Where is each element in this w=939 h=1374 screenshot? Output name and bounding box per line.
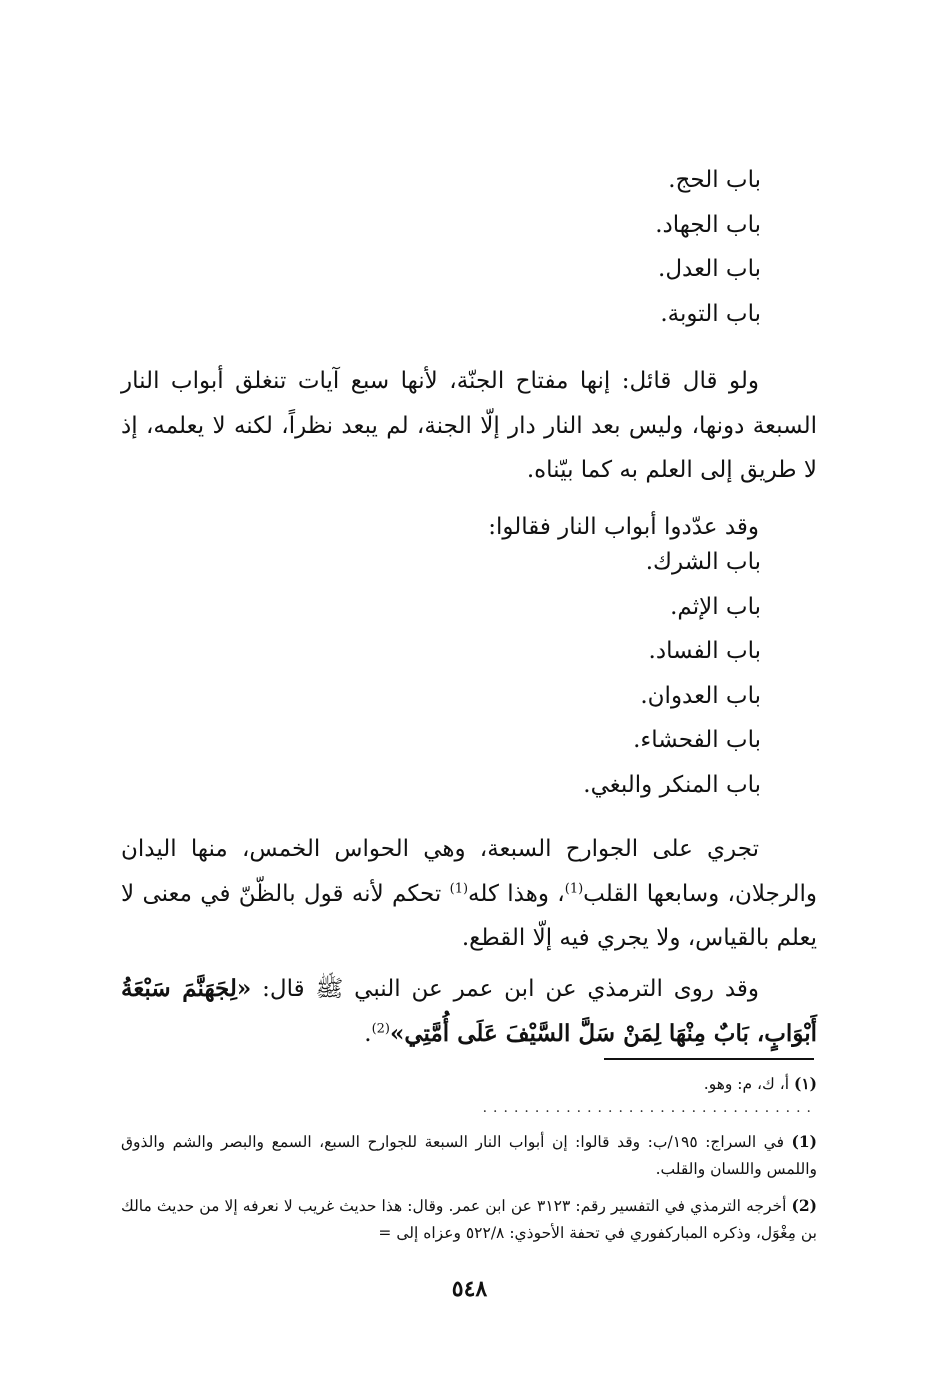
paragraph-key-of-paradise: ولو قال قائل: إنها مفتاح الجنّة، لأنها سبع آيات تنغلق أبواب النار السبعة دونها، وليس بعد النار دار إلّا الجنة، لم يبعد نظراً، لكنه لا يعلمه، إذ لا طريق إلى العلم به كما بيّناه. xyxy=(121,368,817,483)
footnote-text: في السراج: ١٩٥/ب: وقد قالوا: إن أبواب النار السبعة للجوارح السبع، السمع والبصر والشم والذوق واللمس واللسان والقلب. xyxy=(121,1133,817,1178)
list-item: باب العدوان. xyxy=(640,682,761,709)
list-item: باب الجهاد. xyxy=(655,211,761,238)
paragraph-seven-organs xyxy=(121,827,817,961)
footnote-text: أ، ك، م: وهو. xyxy=(703,1075,794,1093)
footnote-ref[interactable]: (1) xyxy=(449,880,469,896)
footnote-ref[interactable]: (1) xyxy=(564,880,584,896)
text-run: . xyxy=(364,1020,372,1047)
list-item: باب الفحشاء. xyxy=(633,727,761,753)
paragraph-gates-of-hell-intro: وقد عدّدوا أبواب النار فقالوا: xyxy=(488,514,759,540)
list-item: باب الإثم. xyxy=(670,593,761,620)
text-run: وقد روى الترمذي عن ابن عمر عن النبي ﷺ قال: xyxy=(251,976,759,1002)
list-item: باب الحج. xyxy=(668,167,761,193)
page-number: ٥٤٨ xyxy=(451,1276,488,1302)
paragraph-hadith xyxy=(121,967,817,1056)
list-item: باب الشرك. xyxy=(645,549,761,575)
footnote-text: أخرجه الترمذي في التفسير رقم: ٣١٢٣ عن ابن عمر. وقال: هذا حديث غريب لا نعرفه إلا من حديث مالك بن مِغْوَل، وذكره المباركفوري في تحفة الأحوذي: ٥٢٢/٨ وعزاه إلى = xyxy=(121,1197,817,1242)
footnote xyxy=(121,1070,817,1098)
list-item: باب المنكر والبغي. xyxy=(583,771,761,798)
list-item: باب الفساد. xyxy=(648,638,761,664)
text-run: ، وهذا كله xyxy=(468,880,565,907)
gates-of-paradise-list xyxy=(201,158,761,336)
footnote-number: (١) xyxy=(793,1074,817,1093)
text-run: تجري على الجوارح السبعة، وهي الحواس الخمس، منها اليدان والرجلان، وسابعها القلب xyxy=(121,836,818,907)
footnote-ref[interactable]: (2) xyxy=(371,1020,390,1036)
gates-of-hell-list xyxy=(201,540,761,807)
list-item: باب التوبة. xyxy=(660,300,761,327)
dotted-separator: ································ xyxy=(482,1104,817,1120)
footnote-number: (1) xyxy=(791,1132,817,1151)
footnote xyxy=(121,1128,817,1183)
footnote-separator xyxy=(604,1058,814,1060)
list-item: باب العدل. xyxy=(658,256,761,282)
hadith-quote: «لِجَهَنَّمَ سَبْعَةُ أَبْوَابٍ، بَابٌ مِنْهَا لِمَنْ سَلَّ السَّيْفَ عَلَى أُمَّتِي» xyxy=(121,975,817,1047)
text-run: تحكم لأنه قول بالظّنّ في معنى لا يعلم بالقياس، ولا يجري فيه إلّا القطع. xyxy=(121,880,817,951)
footnote xyxy=(121,1192,817,1247)
footnote-number: (2) xyxy=(791,1196,817,1215)
